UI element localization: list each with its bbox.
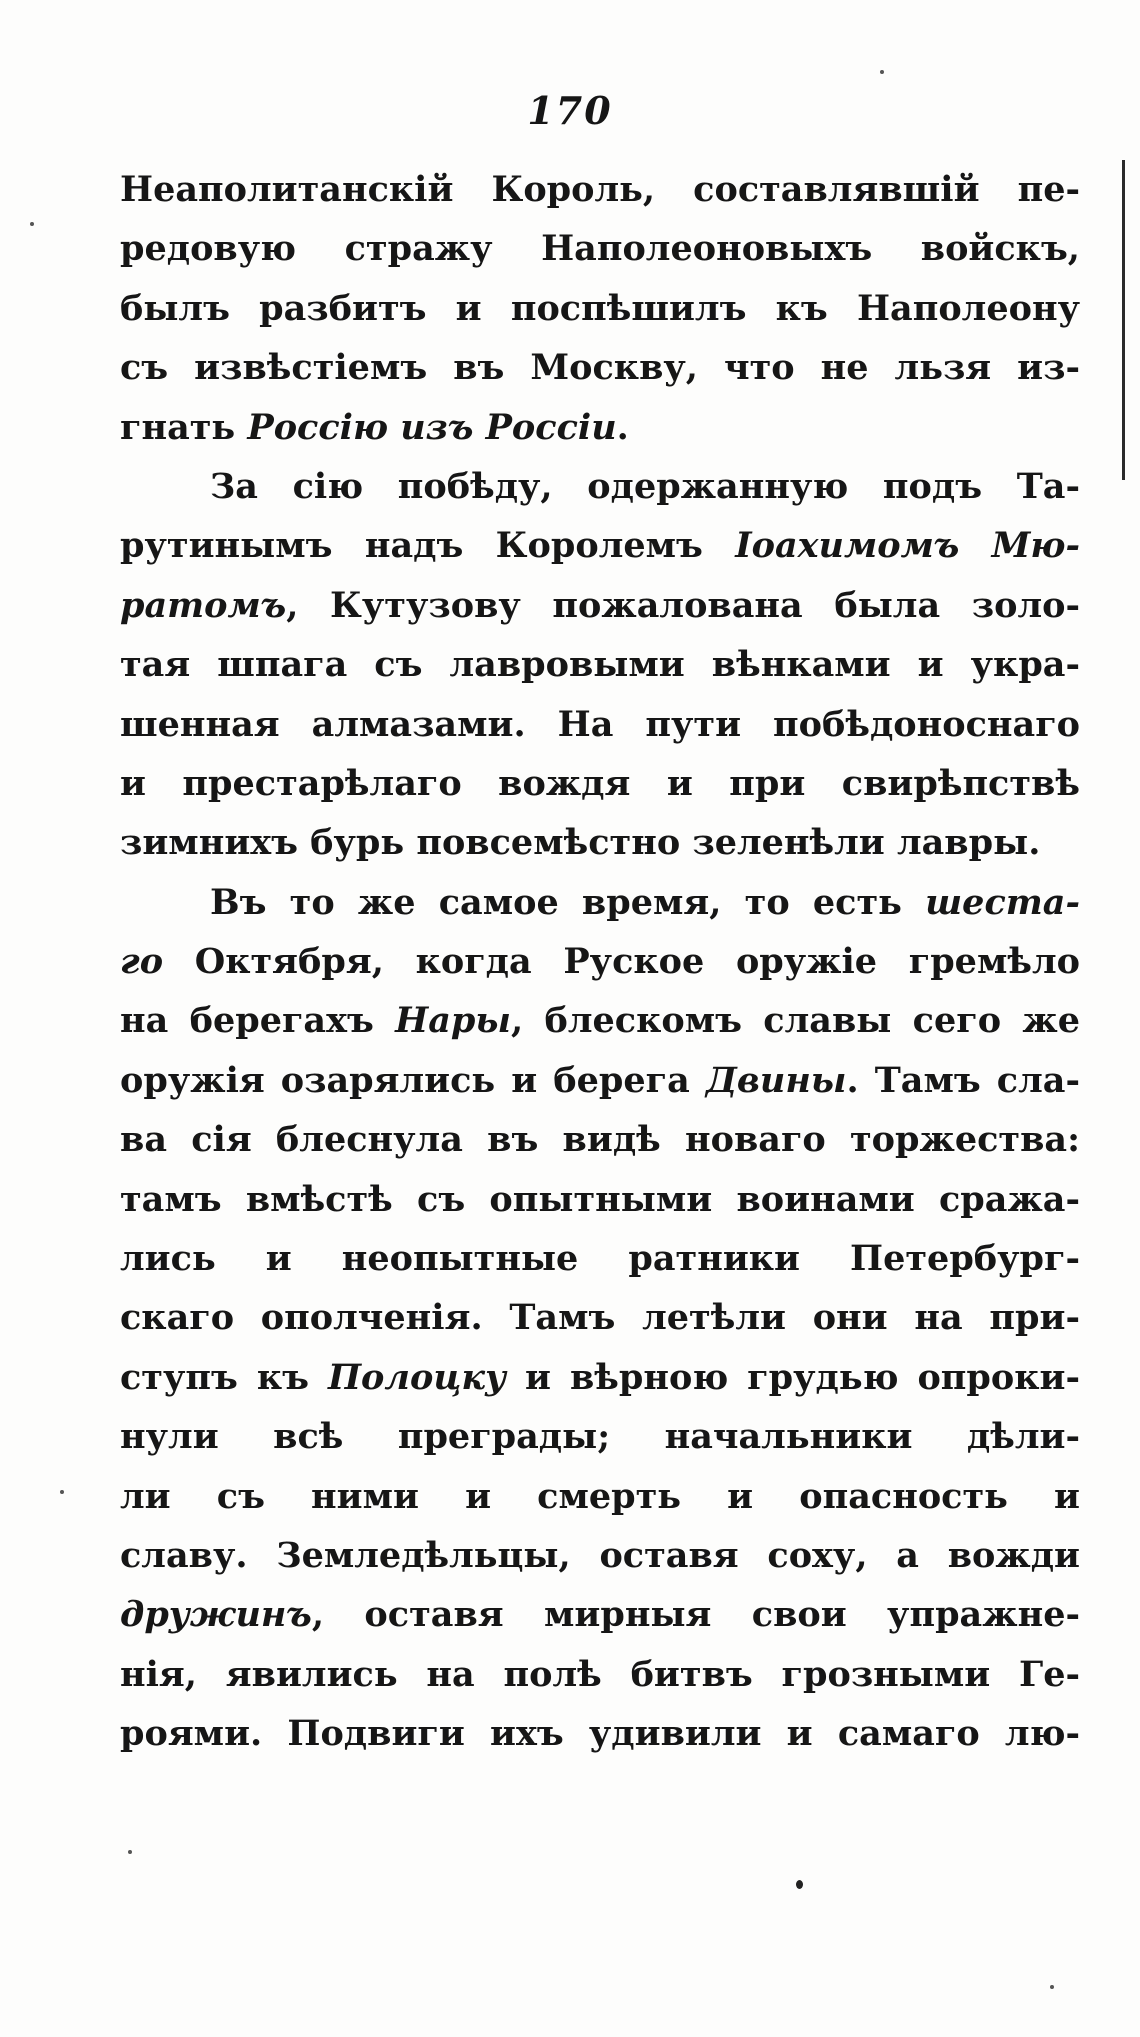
text-line [120,991,1080,1050]
text-line [120,873,1080,932]
italic-text: Двины [705,1059,847,1101]
text-run: , Кутузову пожалована была золо- [286,584,1080,626]
page-number: 170 [527,88,613,133]
text-line [120,516,1080,575]
italic-text: ратомъ [120,584,287,626]
italic-text: Полоцку [327,1356,507,1398]
text-run: , блескомъ славы сего же [510,1000,1080,1042]
italic-text: Іоахимомъ Мю- [735,525,1081,567]
text-run: гнать [120,406,248,448]
text-line [120,635,1080,694]
text-run: Октября, когда Руское оружіе гремѣло [163,941,1080,983]
text-run: нія, явились на полѣ битвъ грозными Ге- [120,1653,1080,1695]
text-line [120,1407,1080,1466]
text-run: , оставя мирныя свои упражне- [311,1594,1080,1636]
text-line [120,576,1080,635]
text-run: нули всѣ преграды; начальники дѣли- [120,1416,1080,1458]
text-line [120,1526,1080,1585]
text-run: . [616,406,629,448]
text-run: рутинымъ надъ Королемъ [120,525,736,567]
italic-text: Россію изъ Россіи [247,406,617,448]
text-run: славу. Земледѣльцы, оставя соху, а вожди [120,1534,1080,1576]
scan-speck [128,1850,132,1854]
text-run: За сію побѣду, одержанную подъ Та- [210,465,1080,507]
italic-text: Нары [395,1000,511,1042]
text-run: скаго ополченія. Тамъ летѣли они на при- [120,1297,1080,1339]
text-line [120,1288,1080,1347]
text-line [120,1348,1080,1407]
text-run: на берегахъ [120,1000,396,1042]
text-run: былъ разбитъ и поспѣшилъ къ Наполеону [120,287,1080,329]
text-line [120,398,1080,457]
text-line [120,1704,1080,1763]
text-run: роями. Подвиги ихъ удивили и самаго лю- [120,1713,1080,1755]
scan-speck [880,70,884,74]
text-line [120,338,1080,397]
italic-text: дружинъ [120,1594,312,1636]
scan-speck [1050,1985,1054,1989]
italic-text: шеста- [925,881,1080,923]
text-run: и вѣрною грудью опроки- [506,1356,1080,1398]
text-run: редовую стражу Наполеоновыхъ войскъ, [120,228,1080,270]
text-line [120,695,1080,754]
text-run: и престарѣлаго вождя и при свирѣпствѣ [120,762,1080,804]
text-line [120,1229,1080,1288]
margin-rule [1122,160,1125,480]
text-line [120,457,1080,516]
scan-speck [796,1880,803,1889]
text-run: тая шпага съ лавровыми вѣнками и укра- [120,644,1080,686]
text-line [120,219,1080,278]
text-run: съ извѣстіемъ въ Москву, что не льзя из- [120,347,1080,389]
page-text [120,160,1080,1764]
text-run: лись и неопытные ратники Петербург- [120,1238,1080,1280]
text-run: Неаполитанскій Король, составлявшій пе- [120,169,1080,210]
text-line [120,1467,1080,1526]
scan-speck [60,1490,64,1494]
text-line [120,1051,1080,1110]
text-run: оружія озарялись и берега [120,1059,706,1101]
text-run: тамъ вмѣстѣ съ опытными воинами сража- [120,1178,1080,1220]
text-line [120,932,1080,991]
italic-text: го [120,941,164,983]
scan-speck [30,222,34,226]
text-run: ступъ къ [120,1356,328,1398]
text-run: . Тамъ сла- [846,1059,1080,1101]
text-line [120,813,1080,872]
text-line [120,1585,1080,1644]
text-line [120,1170,1080,1229]
text-run: Въ то же самое время, то есть [210,881,926,923]
text-run: ли съ ними и смерть и опасность и [120,1475,1080,1517]
text-line [120,1110,1080,1169]
text-run: ва сія блеснула въ видѣ новаго торжества: [120,1119,1080,1161]
text-line [120,754,1080,813]
text-run: зимнихъ бурь повсемѣстно зеленѣли лавры. [120,822,1041,864]
text-line [120,160,1080,219]
text-run: шенная алмазами. На пути побѣдоноснаго [120,703,1080,745]
text-line [120,279,1080,338]
text-line [120,1645,1080,1704]
